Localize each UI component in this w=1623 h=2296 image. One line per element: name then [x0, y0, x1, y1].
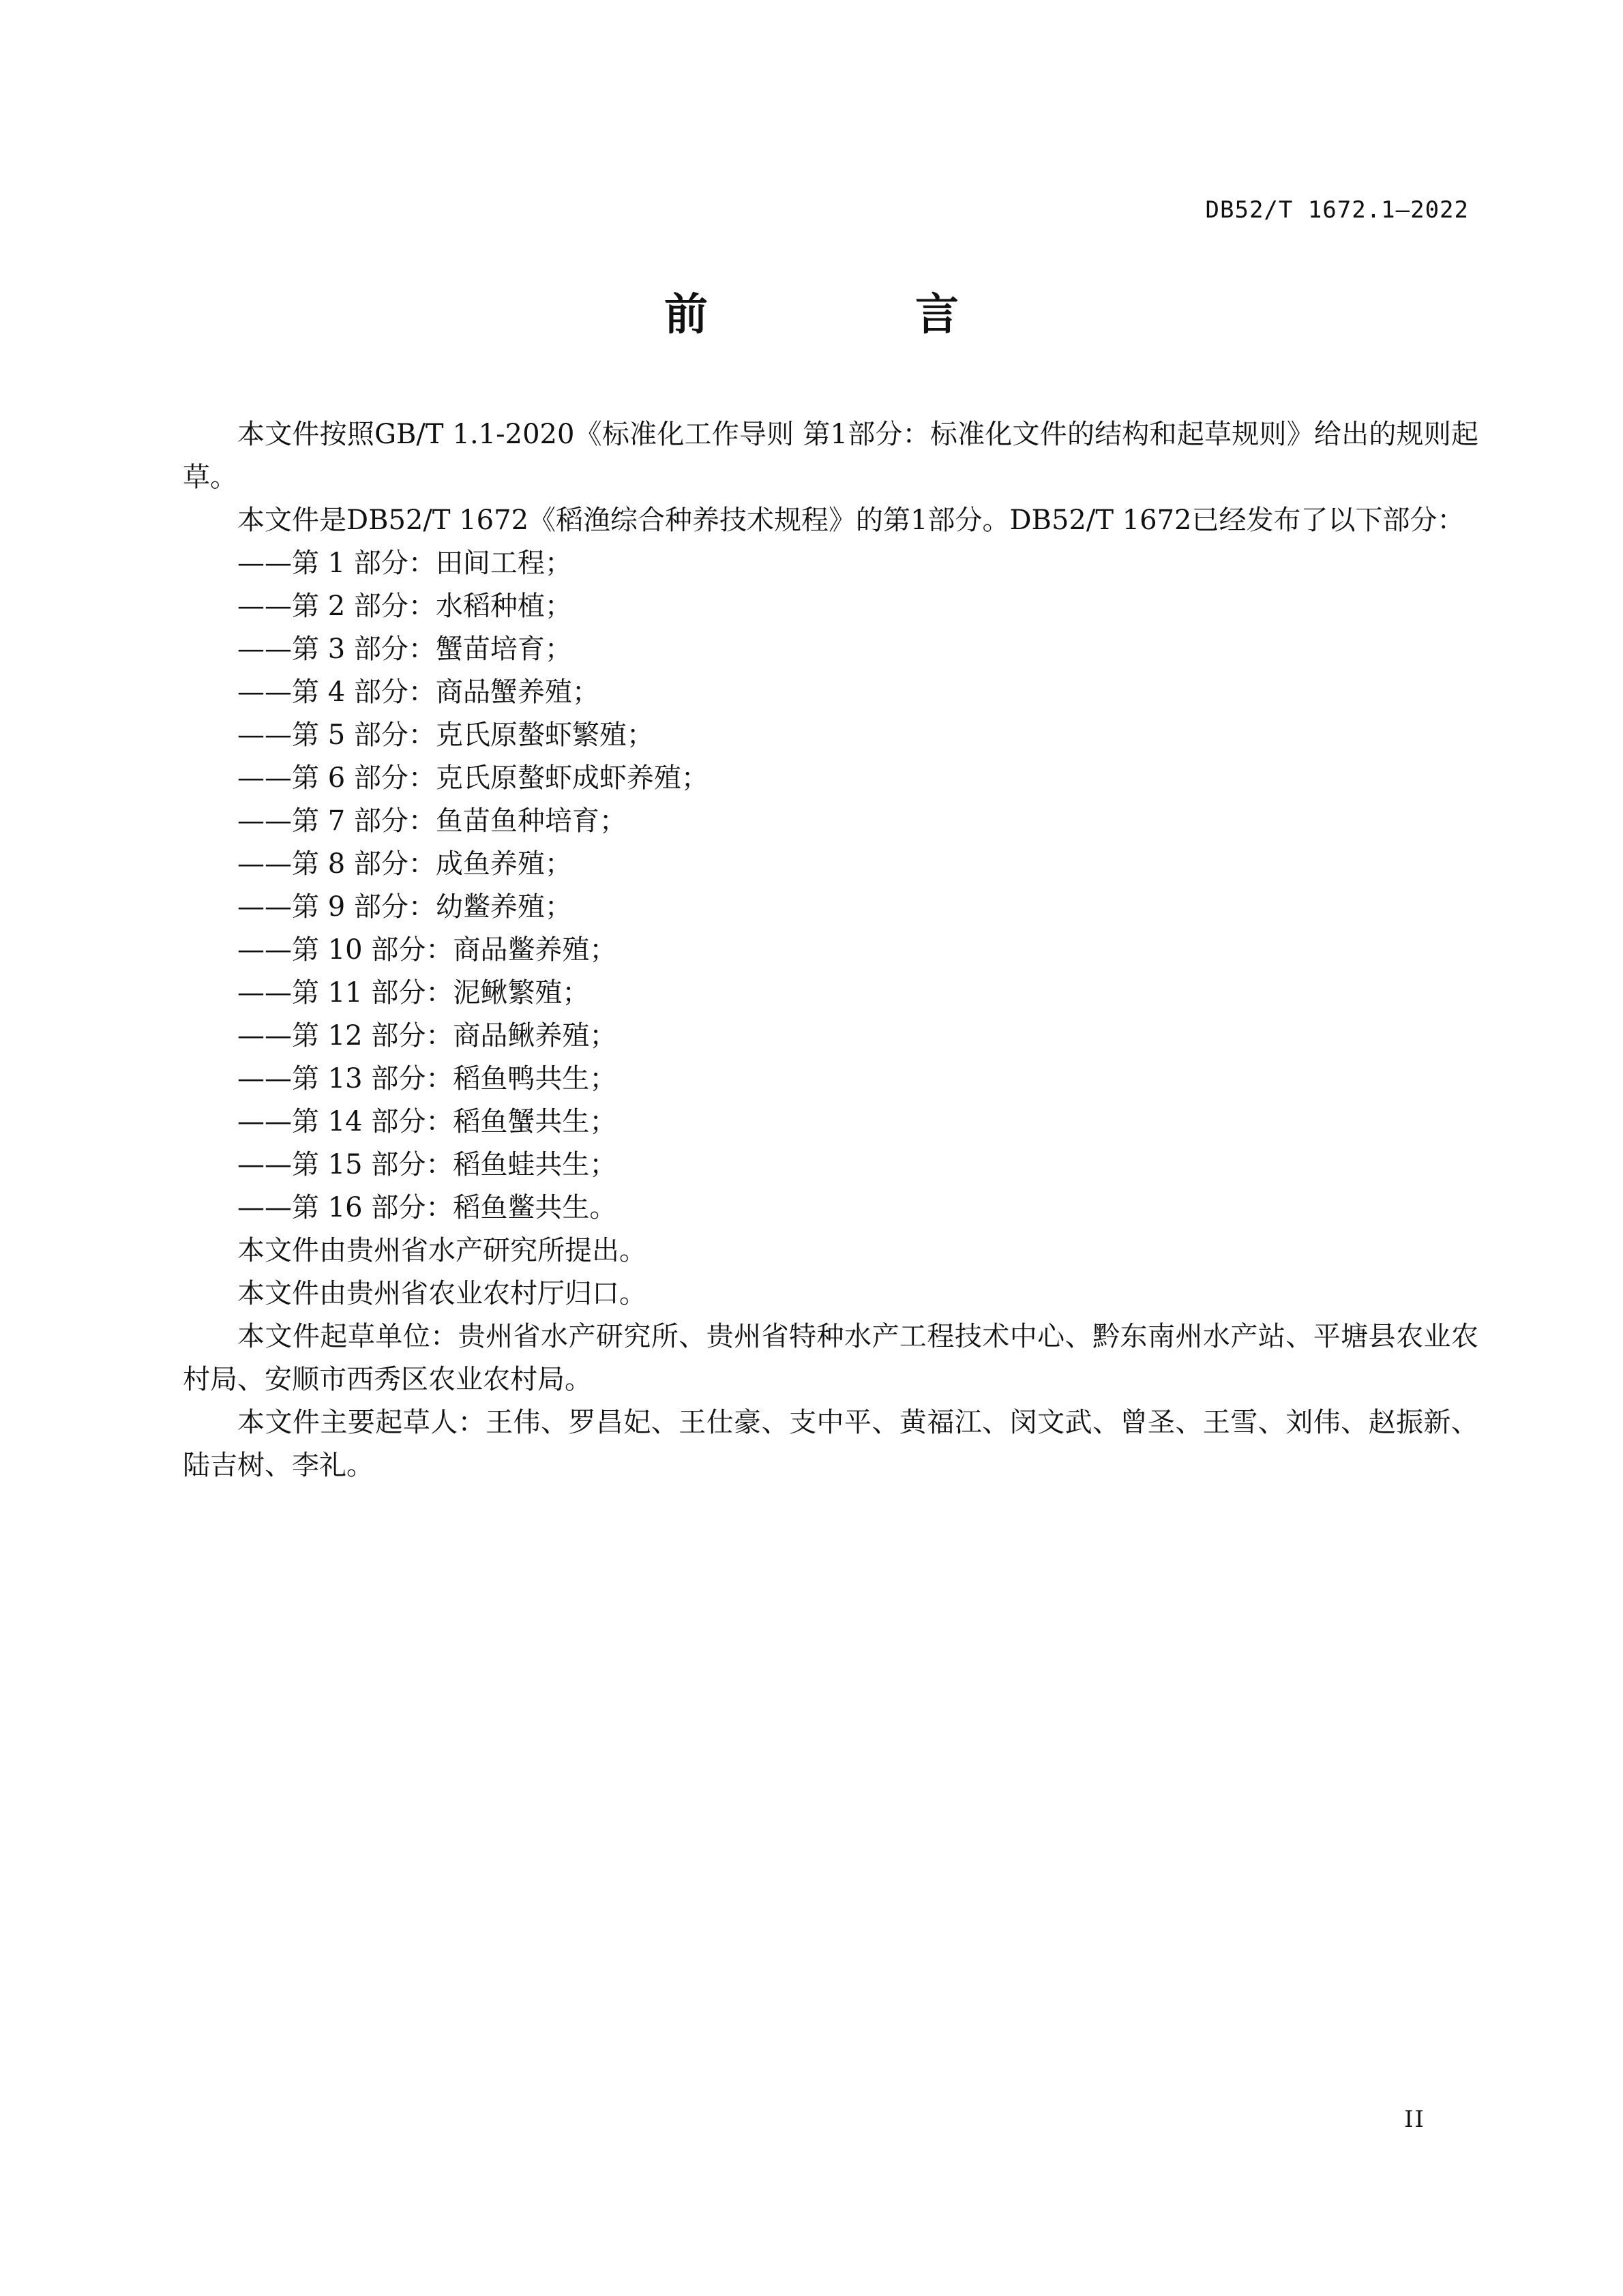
paragraph-administrator: 本文件由贵州省农业农村厅归口。 — [237, 1278, 646, 1309]
list-item: ——第 14 部分：稻鱼蟹共生； — [237, 1106, 617, 1137]
list-item: ——第 4 部分：商品蟹养殖； — [237, 676, 599, 708]
list-item: ——第 5 部分：克氏原螯虾繁殖； — [237, 719, 654, 751]
list-item: ——第 16 部分：稻鱼鳖共生。 — [237, 1192, 617, 1223]
page-number: II — [1404, 2106, 1425, 2133]
paragraph-drafting-units: 本文件起草单位：贵州省水产研究所、贵州省特种水产工程技术中心、黔东南州水产站、平塘县农业农村局、安顺市西秀区农业农村局。 — [183, 1321, 1478, 1395]
list-item: ——第 12 部分：商品鳅养殖； — [237, 1020, 617, 1052]
list-item: ——第 9 部分：幼鳖养殖； — [237, 891, 572, 923]
list-item: ——第 2 部分：水稻种植； — [237, 591, 572, 622]
list-item: ——第 10 部分：商品鳖养殖； — [237, 934, 617, 966]
list-item: ——第 3 部分：蟹苗培育； — [237, 633, 572, 665]
page-title: 前 言 — [664, 290, 1041, 340]
paragraph-proposer: 本文件由贵州省水产研究所提出。 — [237, 1235, 646, 1266]
paragraph-document-parts: 本文件是DB52/T 1672《稻渔综合种养技术规程》的第1部分。DB52/T 1672已经发布了以下部分： — [237, 505, 1465, 536]
list-item: ——第 7 部分：鱼苗鱼种培育； — [237, 805, 627, 837]
list-item: ——第 1 部分：田间工程； — [237, 548, 572, 579]
list-item: ——第 15 部分：稻鱼蛙共生； — [237, 1149, 617, 1180]
list-item: ——第 13 部分：稻鱼鸭共生； — [237, 1063, 617, 1094]
list-item: ——第 11 部分：泥鳅繁殖； — [237, 977, 590, 1009]
foreword-body — [183, 413, 1478, 1487]
standard-code-header: DB52/T 1672.1—2022 — [1205, 196, 1469, 224]
paragraph-drafters: 本文件主要起草人：王伟、罗昌妃、王仕豪、支中平、黄福江、闵文武、曾圣、王雪、刘伟、赵振新、陆吉树、李礼。 — [183, 1407, 1478, 1481]
list-item: ——第 8 部分：成鱼养殖； — [237, 848, 572, 880]
list-item: ——第 6 部分：克氏原螯虾成虾养殖； — [237, 762, 709, 794]
parts-list — [183, 542, 1478, 1229]
paragraph-drafting-rules: 本文件按照GB/T 1.1-2020《标准化工作导则 第1部分：标准化文件的结构和起草规则》给出的规则起草。 — [183, 419, 1478, 493]
